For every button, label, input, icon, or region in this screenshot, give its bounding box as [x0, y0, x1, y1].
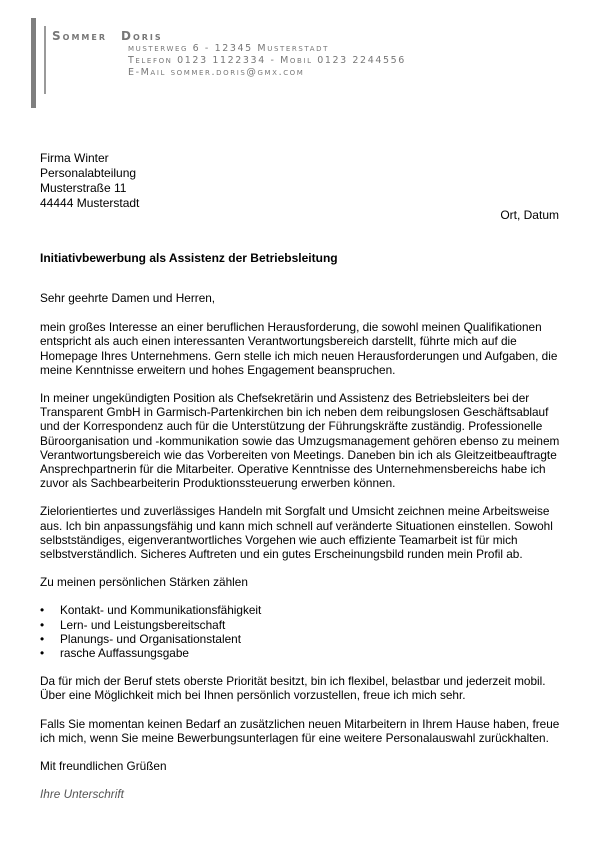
- sender-last-name: Sommer: [52, 29, 107, 43]
- list-item: • Kontakt- und Kommunikationsfähigkeit: [40, 603, 562, 617]
- strengths-list: [40, 603, 562, 660]
- place-date: Ort, Datum: [500, 208, 559, 222]
- body-paragraph: In meiner ungekündigten Position als Chefsekretärin und Assistenz des Betriebsleiters bei der Transparent GmbH in Garmisch-Partenkirchen bin ich neben dem reibungslosen Geschäftsablauf und der Korrespondenz auch für die Unterstützung der Führungskräfte zuständig. Professionelle Büroorganisation und -kommunikation sowie das Umzugsmanagement gehören ebenso zu meinem Verantwortungsbereich wie das Vorbereiten von Meetings. Daneben bin ich als Gleitzeitbeauftragte Ansprechpartnerin für die Mitarbeiter. Operative Kenntnisse des Unternehmensbereichs habe ich zuvor als Sachbearbeiterin Produktionssteuerung erwerben können.: [40, 391, 560, 491]
- sender-first-name: Doris: [121, 29, 163, 43]
- sender-address: musterweg 6 - 12345 Musterstadt: [128, 43, 329, 54]
- letter-body: [40, 291, 562, 815]
- closing-paragraph: Da für mich der Beruf stets oberste Priorität besitzt, bin ich flexibel, belastbar und jederzeit mobil. Über eine Möglichkeit mich bei Ihnen persönlich vorzustellen, freue ich mich sehr.: [40, 674, 546, 703]
- sender-phones: Telefon 0123 1122334 - Mobil 0123 2244556: [128, 55, 406, 66]
- body-paragraph: Zielorientiertes und zuverlässiges Handeln mit Sorgfalt und Umsicht zeichnen meine Arbeitsweise aus. Ich bin anpassungsfähig und kann mich schnell auf veränderte Situationen einstellen. Sowohl selbstständiges, eigenverantwortliches Vorgehen wie auch effiziente Teamarbeit ist für mich selbstverständlich. Sicheres Auftreten und ein gutes Erscheinungsbild runden mein Profil ab.: [40, 504, 553, 562]
- letter-subject: Initiativbewerbung als Assistenz der Betriebsleitung: [40, 251, 338, 265]
- salutation: Sehr geehrte Damen und Herren,: [40, 291, 216, 305]
- list-item: • Planungs- und Organisationstalent: [40, 632, 562, 646]
- strengths-intro: Zu meinen persönlichen Stärken zählen: [40, 575, 248, 590]
- list-item: • rasche Auffassungsgabe: [40, 646, 562, 660]
- recipient-street: Musterstraße 11: [40, 181, 127, 195]
- list-item: • Lern- und Leistungsbereitschaft: [40, 618, 562, 632]
- recipient-city: 44444 Musterstadt: [40, 196, 140, 210]
- sender-name: [52, 30, 406, 43]
- body-paragraph: mein großes Interesse an einer beruflichen Herausforderung, die sowohl meinen Qualifikationen entspricht als auch einen interessanten Verantwortungsbereich darstellt, führte mich auf die Homepage Ihres Unternehmens. Gern stelle ich mich neuen Herausforderungen und Aufgaben, die meine Kenntnisse erweitern und hohes Engagement beanspruchen.: [40, 320, 558, 377]
- recipient-department: Personalabteilung: [40, 166, 137, 180]
- letterhead-bar: [31, 18, 36, 108]
- signature: Ihre Unterschrift: [40, 787, 124, 802]
- greeting: Mit freundlichen Grüßen: [40, 759, 167, 774]
- closing-paragraph: Falls Sie momentan keinen Bedarf an zusätzlichen neuen Mitarbeitern in Ihrem Hause haben, freue ich mich, wenn Sie meine Bewerbungsunterlagen für eine weitere Personalauswahl zurückhalten.: [40, 716, 560, 745]
- letterhead-bar-thin: [44, 26, 46, 94]
- recipient-company: Firma Winter: [40, 151, 109, 165]
- sender-email: E-Mail sommer.doris@gmx.com: [128, 67, 305, 78]
- letterhead: [52, 30, 406, 79]
- sender-contact: [128, 43, 406, 79]
- recipient-address: [40, 151, 139, 211]
